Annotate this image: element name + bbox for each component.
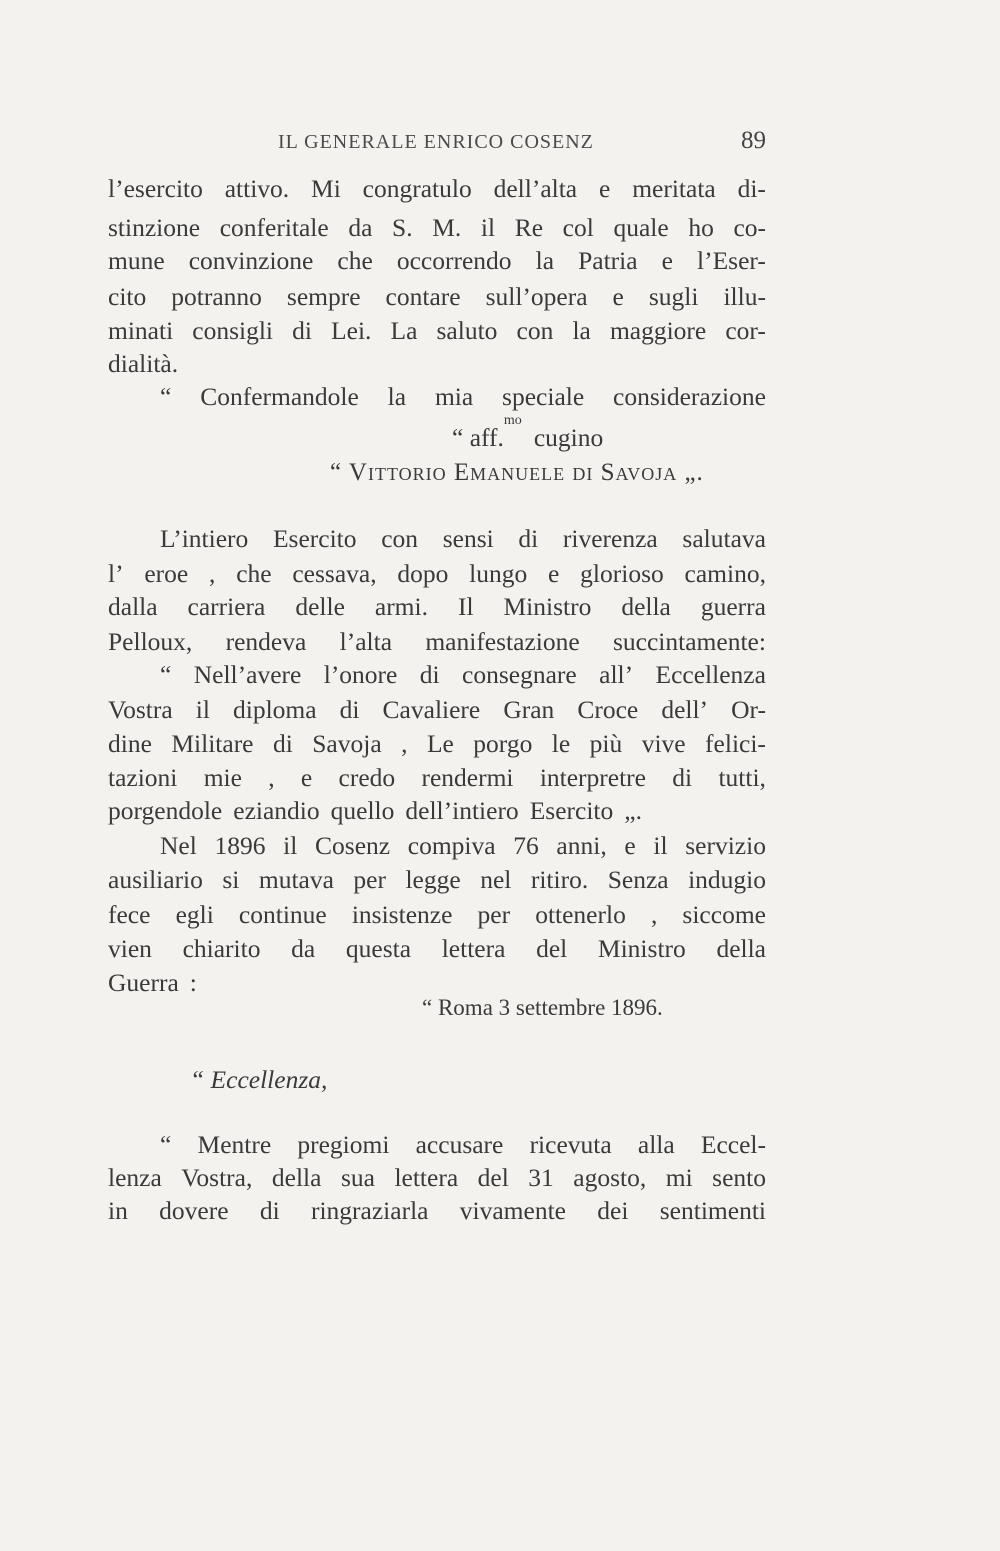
text-line: Vostra il diploma di Cavaliere Gran Croce dell’ Or- — [108, 695, 766, 724]
signature-closing: “ aff. mo cugino — [452, 421, 603, 455]
letter-date: “ Roma 3 settembre 1896. — [422, 995, 663, 1020]
text-line: tazioni mie , e credo rendermi interpretre di tutti, — [108, 763, 766, 792]
text-line: “ Mentre pregiomi accusare ricevuta alla Eccel- — [160, 1130, 766, 1159]
text-line: cito potranno sempre contare sull’opera e sugli illu- — [108, 282, 766, 311]
text-line: mune convinzione che occorrendo la Patria e l’Eser- — [108, 246, 766, 275]
text-line: l’esercito attivo. Mi congratulo dell’alta e meritata di- — [108, 174, 766, 203]
text-line: Guerra : — [108, 968, 197, 997]
running-title: IL GENERALE ENRICO COSENZ — [278, 131, 594, 153]
page-number: 89 — [741, 127, 766, 154]
text-line: L’intiero Esercito con sensi di riverenza salutava — [160, 524, 766, 553]
text-line: “ Nell’avere l’onore di consegnare all’ Eccellenza — [160, 660, 766, 689]
text-line: dialità. — [108, 349, 179, 378]
text-line: vien chiarito da questa lettera del Ministro della — [108, 934, 766, 963]
text-line: ausiliario si mutava per legge nel ritiro. Senza indugio — [108, 865, 766, 894]
text-line: dalla carriera delle armi. Il Ministro della guerra — [108, 592, 766, 621]
signature-name: “ Vittorio Emanuele di Savoja „. — [330, 459, 704, 486]
text-line: in dovere di ringraziarla vivamente dei sentimenti — [108, 1196, 766, 1225]
text-line: l’ eroe , che cessava, dopo lungo e glorioso camino, — [108, 559, 766, 588]
text-line: dine Militare di Savoja , Le porgo le più vive felici- — [108, 729, 766, 758]
text-line: “ Confermandole la mia speciale considerazione — [160, 382, 766, 411]
superscript: mo — [503, 413, 522, 428]
text-line: fece egli continue insistenze per ottenerlo , siccome — [108, 900, 766, 929]
page-header — [110, 127, 766, 161]
text-line: porgendole eziandio quello dell’intiero Esercito „. — [108, 796, 642, 825]
letter-salutation: “ Eccellenza, — [190, 1065, 328, 1094]
text-line: Pelloux, rendeva l’alta manifestazione succintamente: — [108, 627, 766, 656]
text-line: Nel 1896 il Cosenz compiva 76 anni, e il servizio — [160, 831, 766, 860]
text-line: stinzione conferitale da S. M. il Re col quale ho co- — [108, 213, 766, 242]
text-line: minati consigli di Lei. La saluto con la maggiore cor- — [108, 316, 766, 345]
text-line: lenza Vostra, della sua lettera del 31 agosto, mi sento — [108, 1163, 766, 1192]
